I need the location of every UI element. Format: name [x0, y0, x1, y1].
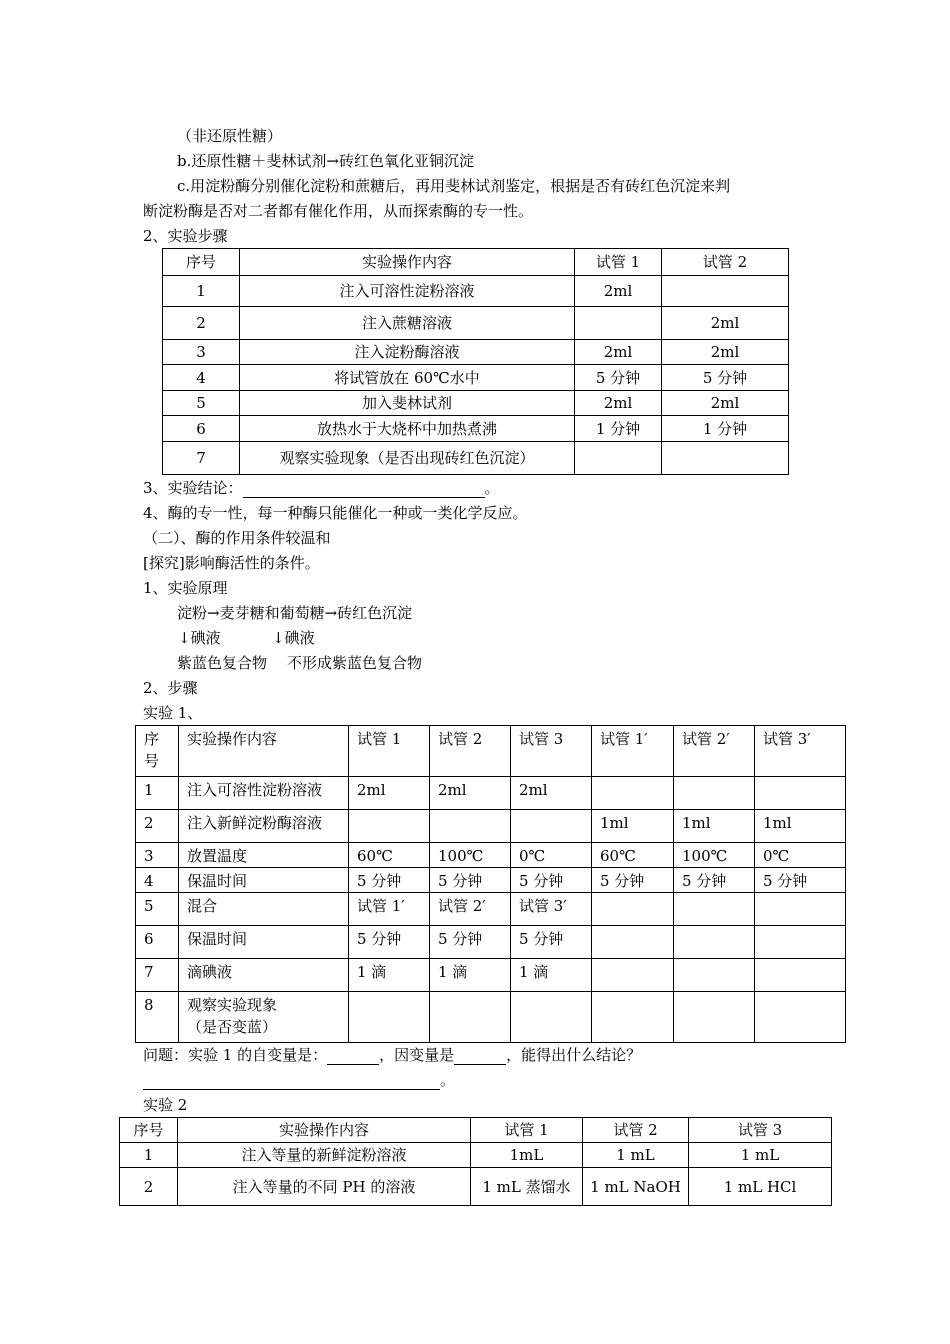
independent-variable-blank[interactable]: [327, 1050, 379, 1065]
answer-end: 。: [440, 1071, 456, 1089]
table-header-row: [136, 726, 846, 777]
table-cell: 5 分钟: [755, 868, 846, 893]
table-cell: 注入可溶性淀粉溶液: [240, 276, 575, 307]
intro-line-2: b.还原性糖＋斐林试剂→砖红色氧化亚铜沉淀: [177, 152, 474, 170]
experiment-2-heading: 实验 2: [143, 1096, 188, 1114]
table-cell: 100℃: [674, 843, 755, 868]
conclusion-blank[interactable]: [243, 483, 485, 498]
table-cell: 7: [163, 442, 240, 475]
table-cell: 1: [136, 777, 179, 810]
header-cell: 试管 1: [575, 249, 662, 276]
table-cell: 5 分钟: [592, 868, 674, 893]
table-cell: 试管 1′: [349, 893, 430, 926]
table-cell: [755, 992, 846, 1043]
table-cell: 保温时间: [179, 926, 349, 959]
dependent-variable-blank[interactable]: [454, 1050, 506, 1065]
header-cell: 实验操作内容: [179, 726, 349, 777]
table-cell: 5 分钟: [511, 926, 592, 959]
table-row: [136, 959, 846, 992]
specificity-line: 4、酶的专一性，每一种酶只能催化一种或一类化学反应。: [143, 504, 528, 522]
table-cell: 8: [136, 992, 179, 1043]
table-cell: [430, 992, 511, 1043]
table-cell: 观察实验现象 （是否变蓝）: [179, 992, 349, 1043]
table-cell: 5 分钟: [349, 926, 430, 959]
table-cell: [592, 777, 674, 810]
temperature-experiment-table: [135, 725, 846, 1043]
table-cell: [674, 893, 755, 926]
table-cell: 100℃: [430, 843, 511, 868]
table-cell: [592, 959, 674, 992]
table-header-row: [163, 249, 789, 276]
table-row: [163, 442, 789, 475]
header-cell: 试管 3: [689, 1118, 832, 1143]
table-row: [136, 926, 846, 959]
table-row: [163, 416, 789, 442]
table-cell: 注入等量的不同 PH 的溶液: [178, 1168, 471, 1206]
table-cell: 6: [136, 926, 179, 959]
table-cell: 滴碘液: [179, 959, 349, 992]
conclusion-end: 。: [484, 479, 500, 497]
table-cell: [349, 810, 430, 843]
table-cell: 1 滴: [349, 959, 430, 992]
table-cell: 1ml: [755, 810, 846, 843]
table-cell: 加入斐林试剂: [240, 391, 575, 416]
table-cell: [430, 810, 511, 843]
header-cell: 序 号: [136, 726, 179, 777]
header-cell: 试管 2: [430, 726, 511, 777]
conclusion-label: 3、实验结论：: [143, 479, 243, 497]
table-cell: 5: [136, 893, 179, 926]
table-cell: 观察实验现象（是否出现砖红色沉淀）: [240, 442, 575, 475]
table-cell: [592, 893, 674, 926]
table-cell: 保温时间: [179, 868, 349, 893]
explore-line: [探究]影响酶活性的条件。: [143, 554, 320, 572]
table-row: [163, 365, 789, 391]
table-cell: 注入蔗糖溶液: [240, 307, 575, 340]
ph-experiment-table: [119, 1117, 832, 1206]
table-cell: 注入新鲜淀粉酶溶液: [179, 810, 349, 843]
table-cell: [755, 926, 846, 959]
table-cell: 1ml: [592, 810, 674, 843]
intro-line-1: （非还原性糖）: [177, 127, 283, 145]
table-cell: [674, 959, 755, 992]
section-two-heading: （二）、酶的作用条件较温和: [143, 529, 331, 547]
table-cell: 2: [136, 810, 179, 843]
table-row: [136, 992, 846, 1043]
table-cell: 2ml: [662, 307, 789, 340]
table-cell: 0℃: [755, 843, 846, 868]
table-row: [163, 276, 789, 307]
question-part-2: ，因变量是: [379, 1046, 455, 1064]
header-cell: 试管 1: [471, 1118, 583, 1143]
question-part-1: 问题：实验 1 的自变量是：: [143, 1046, 328, 1064]
table-cell: 5 分钟: [575, 365, 662, 391]
table-cell: [575, 442, 662, 475]
table-cell: 60℃: [592, 843, 674, 868]
table-cell: 5 分钟: [430, 868, 511, 893]
table-cell: [755, 777, 846, 810]
table-cell: 1 mL: [689, 1143, 832, 1168]
header-cell: 试管 2: [583, 1118, 689, 1143]
question-line: [143, 1045, 641, 1065]
table-cell: 将试管放在 60℃水中: [240, 365, 575, 391]
table-cell: 1 mL NaOH: [583, 1168, 689, 1206]
table-cell: 4: [136, 868, 179, 893]
table-cell: [511, 810, 592, 843]
table-cell: 1 mL HCl: [689, 1168, 832, 1206]
table-cell: 放热水于大烧杯中加热煮沸: [240, 416, 575, 442]
reaction-line: 淀粉→麦芽糖和葡萄糖→砖红色沉淀: [177, 604, 413, 622]
principle-heading: 1、实验原理: [143, 579, 228, 597]
table-cell: [755, 959, 846, 992]
table-cell: 3: [136, 843, 179, 868]
table-cell: 1 滴: [511, 959, 592, 992]
table-cell: 1mL: [471, 1143, 583, 1168]
table-row: [136, 893, 846, 926]
table-cell: 1 分钟: [575, 416, 662, 442]
table-cell: 5: [163, 391, 240, 416]
table-cell: [349, 992, 430, 1043]
table-cell: 0℃: [511, 843, 592, 868]
table-row: [136, 843, 846, 868]
header-cell: 序号: [120, 1118, 178, 1143]
table-cell: 2ml: [511, 777, 592, 810]
section-heading-steps: 2、实验步骤: [143, 227, 228, 245]
table-cell: 注入淀粉酶溶液: [240, 340, 575, 365]
table-cell: 注入可溶性淀粉溶液: [179, 777, 349, 810]
header-cell: 试管 1: [349, 726, 430, 777]
table-cell: 60℃: [349, 843, 430, 868]
table-cell: 1ml: [674, 810, 755, 843]
table-row: [163, 340, 789, 365]
table-cell: 放置温度: [179, 843, 349, 868]
header-cell: 试管 2: [662, 249, 789, 276]
header-cell: 序号: [163, 249, 240, 276]
table-cell: 6: [163, 416, 240, 442]
table-cell: 1 分钟: [662, 416, 789, 442]
table-cell: 5 分钟: [430, 926, 511, 959]
header-cell: 试管 2′: [674, 726, 755, 777]
table-row: [136, 777, 846, 810]
table-cell: [511, 992, 592, 1043]
table-cell: 1 滴: [430, 959, 511, 992]
table-cell: 2ml: [575, 391, 662, 416]
table-cell: 混合: [179, 893, 349, 926]
table-row: [163, 307, 789, 340]
intro-line-3: c.用淀粉酶分别催化淀粉和蔗糖后，再用斐林试剂鉴定，根据是否有砖红色沉淀来判: [177, 177, 731, 195]
experiment-1-heading: 实验 1、: [143, 704, 203, 722]
table-cell: 2: [163, 307, 240, 340]
table-row: [120, 1168, 832, 1206]
intro-line-4: 断淀粉酶是否对二者都有催化作用，从而探索酶的专一性。: [143, 202, 534, 220]
table-row: [120, 1143, 832, 1168]
table-cell: [755, 893, 846, 926]
table-cell: 5 分钟: [511, 868, 592, 893]
conclusion-line: [143, 478, 500, 498]
question-part-3: ，能得出什么结论？: [506, 1046, 642, 1064]
table-cell: 试管 2′: [430, 893, 511, 926]
complex-label-1: 紫蓝色复合物: [177, 654, 268, 672]
table-cell: 2ml: [349, 777, 430, 810]
table-row: [136, 868, 846, 893]
table-cell: [592, 992, 674, 1043]
table-cell: [674, 992, 755, 1043]
table-cell: 1 mL 蒸馏水: [471, 1168, 583, 1206]
iodine-label-1: ↓碘液: [178, 629, 221, 647]
table-cell: 2ml: [575, 340, 662, 365]
header-cell: 实验操作内容: [240, 249, 575, 276]
table-cell: 2ml: [662, 340, 789, 365]
table-cell: 1: [120, 1143, 178, 1168]
table-cell: 5 分钟: [662, 365, 789, 391]
table-cell: 2ml: [575, 276, 662, 307]
table-cell: [662, 442, 789, 475]
table-cell: [592, 926, 674, 959]
header-cell: 试管 3′: [755, 726, 846, 777]
table-cell: [674, 777, 755, 810]
table-cell: 试管 3′: [511, 893, 592, 926]
header-cell: 实验操作内容: [178, 1118, 471, 1143]
iodine-label-2: ↓碘液: [272, 629, 315, 647]
table-cell: 2ml: [430, 777, 511, 810]
steps-heading: 2、步骤: [143, 679, 198, 697]
table-cell: [662, 276, 789, 307]
table-cell: 1 mL: [583, 1143, 689, 1168]
table-cell: 3: [163, 340, 240, 365]
table-cell: 2ml: [662, 391, 789, 416]
header-cell: 试管 3: [511, 726, 592, 777]
table-cell: 1: [163, 276, 240, 307]
experiment-steps-table: [162, 248, 789, 475]
table-cell: [575, 307, 662, 340]
header-cell: 试管 1′: [592, 726, 674, 777]
table-cell: 2: [120, 1168, 178, 1206]
table-cell: 注入等量的新鲜淀粉溶液: [178, 1143, 471, 1168]
table-cell: 5 分钟: [674, 868, 755, 893]
answer-line: [143, 1070, 455, 1090]
table-row: [136, 810, 846, 843]
table-cell: 4: [163, 365, 240, 391]
complex-label-2: 不形成紫蓝色复合物: [287, 654, 423, 672]
table-header-row: [120, 1118, 832, 1143]
table-row: [163, 391, 789, 416]
table-cell: [674, 926, 755, 959]
conclusion-answer-blank[interactable]: [143, 1075, 440, 1090]
table-cell: 5 分钟: [349, 868, 430, 893]
table-cell: 7: [136, 959, 179, 992]
